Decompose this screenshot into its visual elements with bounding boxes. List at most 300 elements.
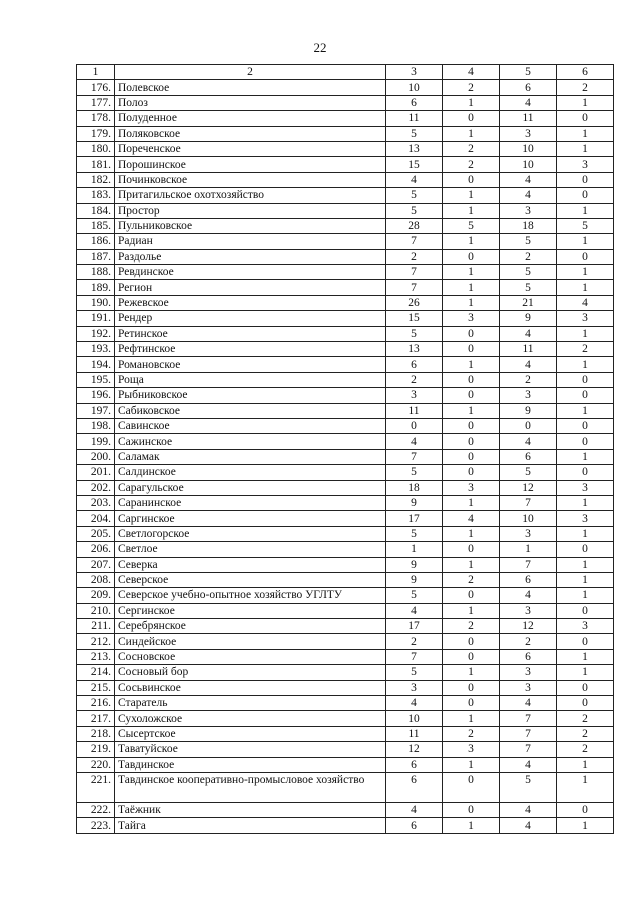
value-col-6: 2 [557,80,614,95]
row-number: 220. [77,757,115,772]
table-row [77,511,614,526]
table-row [77,802,614,817]
value-col-5: 9 [500,403,557,418]
value-col-6: 3 [557,511,614,526]
row-number: 177. [77,95,115,110]
table-row [77,280,614,295]
value-col-3: 17 [386,511,443,526]
value-col-6: 0 [557,172,614,187]
value-col-6: 2 [557,742,614,757]
value-col-4: 0 [443,326,500,341]
value-col-6: 1 [557,588,614,603]
value-col-4: 1 [443,403,500,418]
value-col-4: 2 [443,141,500,156]
value-col-3: 4 [386,696,443,711]
hunting-ground-name: Сосновый бор [115,665,386,680]
row-number: 192. [77,326,115,341]
value-col-6: 3 [557,480,614,495]
value-col-4: 1 [443,757,500,772]
value-col-4: 2 [443,80,500,95]
value-col-4: 0 [443,434,500,449]
value-col-4: 1 [443,818,500,833]
value-col-3: 6 [386,772,443,802]
row-number: 180. [77,141,115,156]
hunting-ground-name: Рефтинское [115,342,386,357]
table-row [77,449,614,464]
row-number: 213. [77,649,115,664]
value-col-3: 2 [386,249,443,264]
value-col-6: 0 [557,418,614,433]
value-col-6: 0 [557,388,614,403]
value-col-3: 26 [386,295,443,310]
value-col-3: 12 [386,742,443,757]
value-col-3: 5 [386,665,443,680]
hunting-ground-name: Сарагульское [115,480,386,495]
value-col-5: 2 [500,249,557,264]
value-col-4: 0 [443,680,500,695]
value-col-5: 3 [500,680,557,695]
value-col-3: 7 [386,265,443,280]
hunting-ground-name: Режевское [115,295,386,310]
value-col-3: 0 [386,418,443,433]
hunting-ground-name: Савинское [115,418,386,433]
hunting-ground-name: Порошинское [115,157,386,172]
value-col-4: 0 [443,542,500,557]
value-col-5: 4 [500,818,557,833]
hunting-ground-name: Полоз [115,95,386,110]
hunting-ground-name: Северское [115,572,386,587]
table-row [77,772,614,802]
value-col-5: 4 [500,434,557,449]
value-col-6: 0 [557,680,614,695]
value-col-6: 2 [557,711,614,726]
row-number: 185. [77,218,115,233]
value-col-6: 0 [557,188,614,203]
row-number: 190. [77,295,115,310]
value-col-4: 2 [443,726,500,741]
value-col-6: 0 [557,372,614,387]
hunting-ground-name: Тавдинское кооперативно-промысловое хозяйство [115,772,386,802]
header-cell: 4 [443,65,500,80]
hunting-ground-name: Поляковское [115,126,386,141]
row-number: 187. [77,249,115,264]
page-number: 22 [313,40,327,55]
table-row [77,141,614,156]
table-row [77,95,614,110]
value-col-3: 6 [386,818,443,833]
value-col-6: 0 [557,696,614,711]
hunting-ground-name: Рендер [115,311,386,326]
hunting-ground-name: Роща [115,372,386,387]
value-col-4: 2 [443,619,500,634]
hunting-ground-name: Северка [115,557,386,572]
table-body [77,80,614,833]
value-col-4: 1 [443,265,500,280]
value-col-6: 3 [557,619,614,634]
value-col-4: 3 [443,480,500,495]
hunting-ground-name: Ревдинское [115,265,386,280]
hunting-ground-name: Починковское [115,172,386,187]
value-col-5: 10 [500,511,557,526]
value-col-6: 3 [557,157,614,172]
value-col-3: 3 [386,388,443,403]
hunting-ground-name: Сосновское [115,649,386,664]
value-col-5: 4 [500,188,557,203]
header-cell: 2 [115,65,386,80]
table-row [77,311,614,326]
hunting-ground-name: Тайга [115,818,386,833]
value-col-5: 9 [500,311,557,326]
hunting-ground-name: Ретинское [115,326,386,341]
value-col-5: 1 [500,542,557,557]
hunting-ground-name: Тавдинское [115,757,386,772]
row-number: 189. [77,280,115,295]
value-col-5: 7 [500,726,557,741]
table-row [77,111,614,126]
value-col-3: 2 [386,634,443,649]
value-col-6: 0 [557,249,614,264]
table-row [77,634,614,649]
value-col-3: 10 [386,80,443,95]
value-col-4: 1 [443,711,500,726]
table-row [77,665,614,680]
hunting-ground-name: Саранинское [115,495,386,510]
value-col-4: 1 [443,526,500,541]
value-col-5: 0 [500,418,557,433]
row-number: 203. [77,495,115,510]
value-col-4: 1 [443,557,500,572]
row-number: 181. [77,157,115,172]
value-col-5: 11 [500,342,557,357]
value-col-4: 0 [443,418,500,433]
value-col-5: 2 [500,634,557,649]
value-col-6: 1 [557,95,614,110]
value-col-3: 28 [386,218,443,233]
value-col-6: 0 [557,465,614,480]
value-col-3: 9 [386,557,443,572]
hunting-ground-name: Сергинское [115,603,386,618]
value-col-3: 6 [386,357,443,372]
hunting-ground-name: Простор [115,203,386,218]
value-col-6: 1 [557,449,614,464]
row-number: 216. [77,696,115,711]
hunting-ground-name: Регион [115,280,386,295]
value-col-6: 2 [557,342,614,357]
table-header-row [77,65,614,80]
value-col-5: 4 [500,802,557,817]
value-col-4: 1 [443,357,500,372]
value-col-3: 7 [386,649,443,664]
table-row [77,742,614,757]
value-col-5: 5 [500,465,557,480]
table-row [77,342,614,357]
value-col-5: 10 [500,141,557,156]
value-col-6: 1 [557,326,614,341]
value-col-6: 5 [557,218,614,233]
value-col-5: 4 [500,172,557,187]
row-number: 223. [77,818,115,833]
table-row [77,711,614,726]
value-col-4: 4 [443,511,500,526]
value-col-5: 4 [500,357,557,372]
value-col-5: 6 [500,449,557,464]
value-col-5: 3 [500,665,557,680]
hunting-ground-name: Северское учебно-опытное хозяйство УГЛТУ [115,588,386,603]
value-col-6: 0 [557,603,614,618]
header-cell: 6 [557,65,614,80]
table-row [77,388,614,403]
value-col-3: 6 [386,95,443,110]
value-col-4: 0 [443,772,500,802]
value-col-4: 1 [443,603,500,618]
value-col-5: 3 [500,526,557,541]
value-col-3: 17 [386,619,443,634]
value-col-5: 12 [500,480,557,495]
value-col-5: 6 [500,572,557,587]
table-row [77,203,614,218]
value-col-3: 11 [386,726,443,741]
table-row [77,680,614,695]
value-col-5: 7 [500,495,557,510]
value-col-3: 1 [386,542,443,557]
value-col-3: 2 [386,372,443,387]
value-col-6: 1 [557,649,614,664]
table-row [77,572,614,587]
hunting-ground-name: Светлое [115,542,386,557]
value-col-5: 4 [500,588,557,603]
value-col-4: 2 [443,572,500,587]
table-row [77,726,614,741]
value-col-5: 10 [500,157,557,172]
table-row [77,418,614,433]
hunting-ground-name: Радиан [115,234,386,249]
value-col-6: 1 [557,234,614,249]
value-col-5: 4 [500,696,557,711]
hunting-ground-name: Пульниковское [115,218,386,233]
value-col-3: 13 [386,342,443,357]
value-col-3: 18 [386,480,443,495]
hunting-ground-name: Сабиковское [115,403,386,418]
row-number: 176. [77,80,115,95]
table-row [77,818,614,833]
row-number: 222. [77,802,115,817]
table-row [77,603,614,618]
value-col-4: 1 [443,126,500,141]
value-col-6: 1 [557,126,614,141]
value-col-6: 1 [557,403,614,418]
hunting-ground-name: Таватуйское [115,742,386,757]
hunting-ground-name: Полуденное [115,111,386,126]
table-row [77,434,614,449]
value-col-6: 0 [557,111,614,126]
value-col-4: 3 [443,311,500,326]
value-col-5: 5 [500,772,557,802]
hunting-ground-name: Сухоложское [115,711,386,726]
row-number: 198. [77,418,115,433]
value-col-5: 7 [500,742,557,757]
hunting-ground-name: Сысертское [115,726,386,741]
data-table [76,64,614,834]
value-col-5: 11 [500,111,557,126]
value-col-6: 1 [557,757,614,772]
hunting-ground-name: Светлогорское [115,526,386,541]
value-col-4: 1 [443,203,500,218]
table-row [77,188,614,203]
value-col-6: 1 [557,557,614,572]
value-col-4: 0 [443,388,500,403]
value-col-4: 0 [443,649,500,664]
hunting-ground-name: Пореченское [115,141,386,156]
value-col-6: 1 [557,265,614,280]
value-col-5: 12 [500,619,557,634]
table-row [77,649,614,664]
value-col-4: 0 [443,172,500,187]
value-col-3: 7 [386,234,443,249]
value-col-6: 3 [557,311,614,326]
row-number: 194. [77,357,115,372]
value-col-3: 5 [386,465,443,480]
row-number: 188. [77,265,115,280]
hunting-ground-name: Сосьвинское [115,680,386,695]
value-col-3: 6 [386,757,443,772]
table-row [77,526,614,541]
value-col-4: 0 [443,249,500,264]
row-number: 184. [77,203,115,218]
value-col-5: 3 [500,203,557,218]
row-number: 196. [77,388,115,403]
row-number: 207. [77,557,115,572]
value-col-6: 2 [557,726,614,741]
value-col-4: 1 [443,95,500,110]
value-col-5: 5 [500,280,557,295]
value-col-3: 4 [386,172,443,187]
hunting-ground-name: Саламак [115,449,386,464]
value-col-3: 11 [386,403,443,418]
header-cell: 3 [386,65,443,80]
row-number: 186. [77,234,115,249]
hunting-ground-name: Рыбниковское [115,388,386,403]
value-col-3: 5 [386,526,443,541]
hunting-ground-name: Салдинское [115,465,386,480]
value-col-4: 0 [443,634,500,649]
row-number: 201. [77,465,115,480]
value-col-3: 3 [386,680,443,695]
value-col-4: 2 [443,157,500,172]
table-row [77,495,614,510]
value-col-5: 6 [500,80,557,95]
value-col-6: 1 [557,526,614,541]
row-number: 206. [77,542,115,557]
value-col-5: 3 [500,388,557,403]
row-number: 200. [77,449,115,464]
table-row [77,157,614,172]
hunting-ground-name: Синдейское [115,634,386,649]
value-col-3: 11 [386,111,443,126]
table-row [77,234,614,249]
value-col-6: 1 [557,818,614,833]
value-col-6: 0 [557,802,614,817]
hunting-ground-name: Полевское [115,80,386,95]
value-col-6: 0 [557,634,614,649]
value-col-6: 0 [557,542,614,557]
value-col-3: 15 [386,157,443,172]
value-col-3: 5 [386,588,443,603]
value-col-3: 5 [386,126,443,141]
header-cell: 5 [500,65,557,80]
row-number: 202. [77,480,115,495]
hunting-ground-name: Сажинское [115,434,386,449]
hunting-ground-name: Романовское [115,357,386,372]
value-col-4: 1 [443,188,500,203]
table-row [77,249,614,264]
value-col-5: 5 [500,265,557,280]
hunting-ground-name: Таёжник [115,802,386,817]
row-number: 217. [77,711,115,726]
table-row [77,326,614,341]
value-col-5: 7 [500,557,557,572]
row-number: 195. [77,372,115,387]
table-row [77,295,614,310]
row-number: 211. [77,619,115,634]
value-col-5: 7 [500,711,557,726]
value-col-5: 21 [500,295,557,310]
value-col-3: 10 [386,711,443,726]
value-col-5: 2 [500,372,557,387]
value-col-4: 1 [443,234,500,249]
value-col-5: 6 [500,649,557,664]
row-number: 205. [77,526,115,541]
table-row [77,696,614,711]
value-col-3: 7 [386,449,443,464]
table-row [77,357,614,372]
value-col-4: 0 [443,342,500,357]
value-col-3: 5 [386,326,443,341]
row-number: 178. [77,111,115,126]
table-row [77,480,614,495]
table-row [77,126,614,141]
row-number: 193. [77,342,115,357]
value-col-5: 18 [500,218,557,233]
row-number: 214. [77,665,115,680]
row-number: 182. [77,172,115,187]
value-col-6: 1 [557,665,614,680]
value-col-5: 4 [500,757,557,772]
value-col-6: 1 [557,280,614,295]
row-number: 191. [77,311,115,326]
hunting-ground-name: Саргинское [115,511,386,526]
row-number: 219. [77,742,115,757]
row-number: 215. [77,680,115,695]
row-number: 218. [77,726,115,741]
value-col-4: 3 [443,742,500,757]
value-col-5: 4 [500,326,557,341]
row-number: 209. [77,588,115,603]
value-col-4: 1 [443,495,500,510]
value-col-6: 1 [557,357,614,372]
value-col-3: 5 [386,203,443,218]
value-col-4: 0 [443,802,500,817]
value-col-6: 4 [557,295,614,310]
value-col-5: 3 [500,126,557,141]
value-col-6: 1 [557,772,614,802]
row-number: 179. [77,126,115,141]
table-row [77,372,614,387]
table-row [77,542,614,557]
value-col-4: 5 [443,218,500,233]
value-col-3: 4 [386,802,443,817]
value-col-6: 0 [557,434,614,449]
row-number: 221. [77,772,115,802]
